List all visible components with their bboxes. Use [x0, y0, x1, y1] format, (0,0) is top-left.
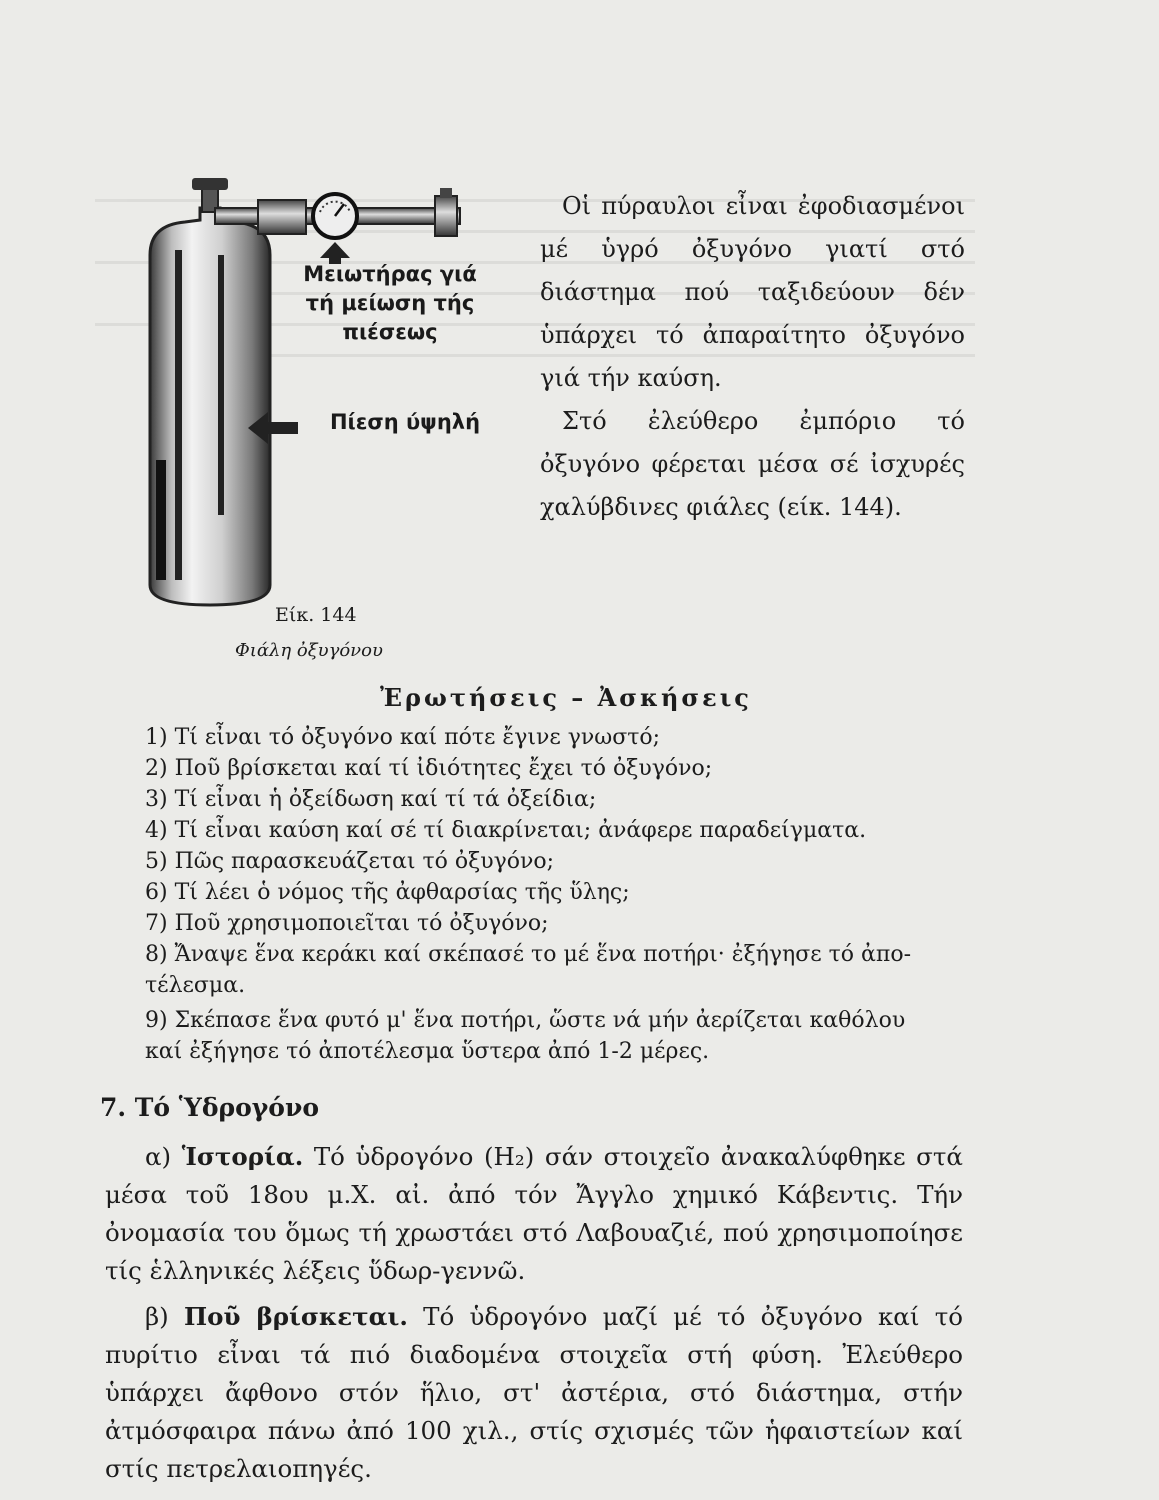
- reducer-label-line: Μειωτήρας γιά: [303, 262, 477, 286]
- list-item: 2) Ποῦ βρίσκεται καί τί ἰδιότητες ἔχει τό ὀξυγόνο;: [145, 756, 713, 781]
- side-text: [540, 185, 965, 529]
- regulator-block: [258, 200, 306, 234]
- reducer-label-line: τή μείωση τής: [305, 291, 475, 315]
- outlet-cap: [440, 188, 452, 198]
- exercises-list: [145, 722, 975, 1067]
- cylinder-shading: [175, 250, 182, 580]
- paragraph-marker: α): [145, 1142, 172, 1171]
- list-item: 1) Τί εἶναι τό ὀξυγόνο καί πότε ἔγινε γνωστό;: [145, 725, 661, 750]
- paragraph-history: [105, 1138, 963, 1290]
- oxygen-cylinder-figure: [130, 160, 490, 620]
- high-pressure-label: Πίεση ύψηλή: [329, 410, 481, 434]
- valve-handle: [192, 178, 228, 190]
- side-paragraph: Στό ἐλεύθερο ἐμπόριο τό ὀξυγόνο φέρεται μέσα σέ ἰσχυρές χαλύβδινες φιάλες (είκ. 144).: [540, 407, 965, 521]
- paragraph-text: Τό ὑδρογόνο (H₂) σάν στοιχεῖο ἀνακαλύφθηκε στά μέσα τοῦ 18ου μ.Χ. αἰ. ἀπό τόν Ἄγγλο χημικό Κάβεντις. Τήν ὀνομασία του ὅμως τή χρωστάει στό Λαβουαζιέ, πού χρησιμοποίησε τίς ἑλληνικές λέξεις ὕδωρ-γεννῶ.: [105, 1142, 963, 1285]
- cylinder-shading: [156, 460, 166, 580]
- paragraph-text: Τό ὑδρογόνο μαζί μέ τό ὀξυγόνο καί τό πυρίτιο εἶναι τά πιό διαδομένα στοιχεῖα στή φύση. Ἐλεύθερο ὑπάρχει ἄφθονο στόν ἥλιο, στ' ἀστέρια, στό διάστημα, στήν ἀτμόσφαιρα πάνω ἀπό 100 χιλ., στίς σχισμές τῶν ἡφαιστείων καί στίς πετρελαιοπηγές.: [105, 1302, 964, 1483]
- cylinder-body: [150, 208, 270, 605]
- paragraph-marker: β): [145, 1302, 169, 1331]
- exercises-heading: Ἐρωτήσεις – Ἀσκήσεις: [380, 683, 752, 712]
- list-item: 7) Ποῦ χρησιμοποιεῖται τό ὀξυγόνο;: [145, 911, 549, 936]
- list-item-continuation: καί ἐξήγησε τό ἀποτέλεσμα ὕστερα ἀπό 1-2 μέρες.: [145, 1039, 710, 1064]
- list-item-continuation: τέλεσμα.: [145, 973, 246, 998]
- list-item: 9) Σκέπασε ἕνα φυτό μ' ἕνα ποτήρι, ὥστε νά μήν ἀερίζεται καθόλου: [145, 1008, 906, 1033]
- list-item: 8) Ἄναψε ἕνα κεράκι καί σκέπασέ το μέ ἕνα ποτήρι· ἐξήγησε τό ἀπο-: [145, 942, 912, 967]
- paragraph-term: Ποῦ βρίσκεται.: [183, 1302, 408, 1331]
- list-item: 5) Πῶς παρασκευάζεται τό ὀξυγόνο;: [145, 849, 555, 874]
- list-item: 4) Τί εἶναι καύση καί σέ τί διακρίνεται; ἀνάφερε παραδείγματα.: [145, 818, 867, 843]
- reducer-label: [290, 260, 490, 347]
- chapter-body: [105, 1138, 963, 1488]
- reducer-label-line: πιέσεως: [342, 320, 438, 344]
- list-item: 6) Τί λέει ὁ νόμος τῆς ἀφθαρσίας τῆς ὕλης;: [145, 880, 630, 905]
- chapter-title: 7. Τό Ὑδρογόνο: [100, 1093, 320, 1122]
- cylinder-shading: [218, 255, 224, 515]
- paragraph-term: Ἱστορία.: [181, 1142, 304, 1171]
- paragraph-occurrence: [105, 1298, 963, 1488]
- list-item: 3) Τί εἶναι ἡ ὀξείδωση καί τί τά ὀξείδια;: [145, 787, 597, 812]
- figure-caption-title: Φιάλη ὀξυγόνου: [235, 640, 383, 661]
- figure-caption-number: Είκ. 144: [275, 604, 357, 626]
- cylinder-illustration: [130, 160, 490, 620]
- outlet-valve: [435, 196, 457, 236]
- side-paragraph: Οἱ πύραυλοι εἶναι ἐφοδιασμένοι μέ ὑγρό ὀξυγόνο γιατί στό διάστημα πού ταξιδεύουν δέν ὑπάρχει τό ἀπαραίτητο ὀξυγόνο γιά τήν καύση.: [540, 192, 965, 392]
